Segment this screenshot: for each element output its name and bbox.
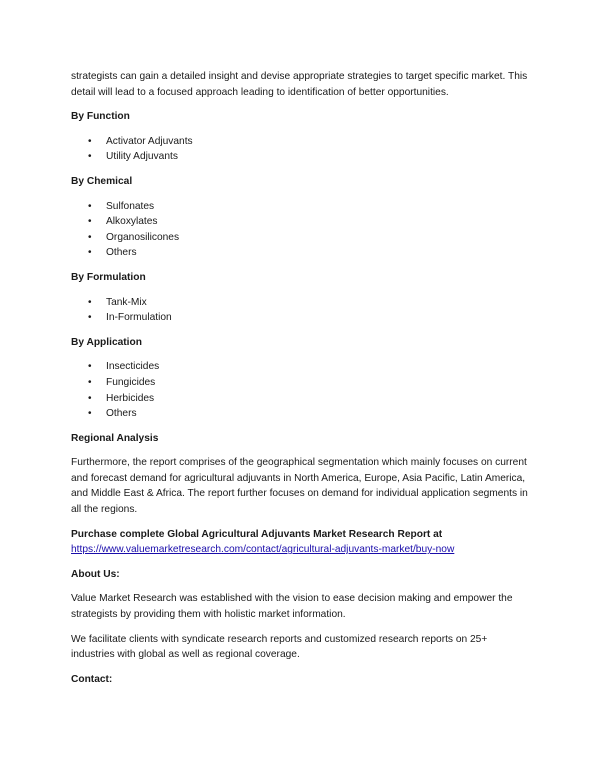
list-item: • Activator Adjuvants bbox=[71, 134, 533, 150]
document-body bbox=[71, 69, 533, 696]
list-item: • Others bbox=[71, 245, 533, 261]
list-item: • Insecticides bbox=[71, 359, 533, 375]
bullet-icon: • bbox=[88, 200, 92, 212]
bullet-icon: • bbox=[88, 231, 92, 243]
heading-by-chemical: By Chemical bbox=[71, 175, 133, 187]
heading-regional-analysis: Regional Analysis bbox=[71, 432, 159, 444]
list-item: • Organosilicones bbox=[71, 230, 533, 246]
purchase-link[interactable]: https://www.valuemarketresearch.com/contact/agricultural-adjuvants-market/buy-now bbox=[71, 544, 455, 556]
purchase-text: Purchase complete Global Agricultural Adjuvants Market Research Report at bbox=[71, 528, 443, 540]
list-item: • Tank-Mix bbox=[71, 295, 533, 311]
list-item: • Alkoxylates bbox=[71, 214, 533, 230]
list-by-formulation bbox=[71, 295, 533, 326]
bullet-icon: • bbox=[88, 408, 92, 420]
bullet-icon: • bbox=[88, 135, 92, 147]
list-item: • Herbicides bbox=[71, 391, 533, 407]
list-item: • Fungicides bbox=[71, 375, 533, 391]
heading-by-application: By Application bbox=[71, 336, 142, 348]
about-paragraph-2: We facilitate clients with syndicate research reports and customized research reports on 25+ industries with global as well as regional coverage. bbox=[71, 633, 488, 661]
bullet-icon: • bbox=[88, 296, 92, 308]
list-item: • Utility Adjuvants bbox=[71, 149, 533, 165]
list-item: • Others bbox=[71, 406, 533, 422]
heading-by-function: By Function bbox=[71, 111, 130, 123]
list-item: • In-Formulation bbox=[71, 310, 533, 326]
bullet-icon: • bbox=[88, 361, 92, 373]
bullet-icon: • bbox=[88, 312, 92, 324]
purchase-link-line bbox=[71, 542, 533, 558]
list-by-application bbox=[71, 359, 533, 421]
bullet-icon: • bbox=[88, 151, 92, 163]
heading-contact: Contact: bbox=[71, 673, 113, 685]
list-by-function bbox=[71, 134, 533, 165]
list-by-chemical bbox=[71, 199, 533, 261]
heading-by-formulation: By Formulation bbox=[71, 271, 146, 283]
bullet-icon: • bbox=[88, 376, 92, 388]
bullet-icon: • bbox=[88, 392, 92, 404]
about-paragraph-1: Value Market Research was established with the vision to ease decision making and empower the strategists by providing them with holistic market information. bbox=[71, 593, 513, 621]
bullet-icon: • bbox=[88, 247, 92, 259]
regional-paragraph: Furthermore, the report comprises of the geographical segmentation which mainly focuses on current and forecast demand for agricultural adjuvants in North America, Europe, Asia Pacific, Latin America, and Middle East & Africa. The report further focuses on demand for individual application segments in all the regions. bbox=[71, 457, 528, 516]
intro-paragraph: strategists can gain a detailed insight and devise appropriate strategies to target specific market. This detail will lead to a focused approach leading to identification of better opportunities. bbox=[71, 71, 528, 98]
heading-about-us: About Us: bbox=[71, 568, 120, 580]
bullet-icon: • bbox=[88, 216, 92, 228]
list-item: • Sulfonates bbox=[71, 199, 533, 215]
